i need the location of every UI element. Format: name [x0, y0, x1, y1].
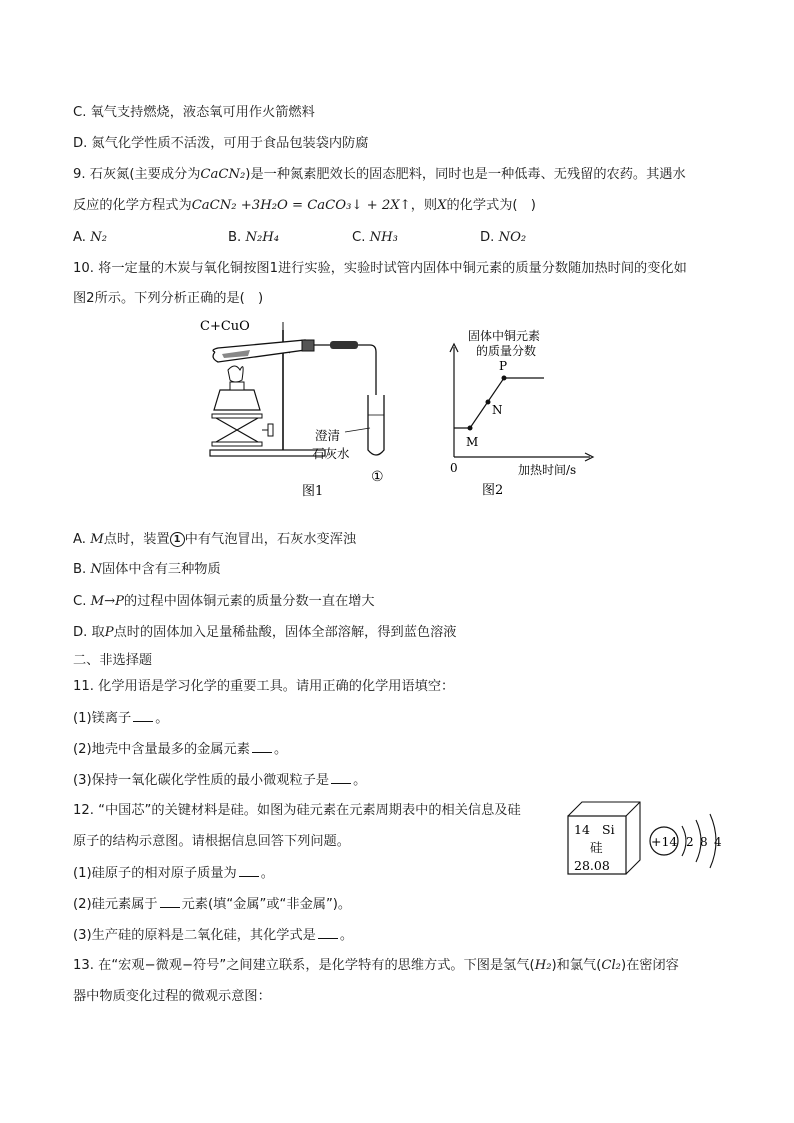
q10-option-c: C. M→P的过程中固体铜元素的质量分数一直在增大 — [73, 594, 375, 609]
water-label-1: 澄清 — [315, 428, 341, 443]
q10-option-d: D. 取P点时的固体加入足量稀盐酸，固体全部溶解，得到蓝色溶液 — [73, 625, 457, 640]
shell-3-count: 4 — [714, 835, 722, 849]
question-10-line-2: 图2所示。下列分析正确的是( ) — [73, 291, 264, 306]
graph-x-label: 加热时间/s — [518, 463, 577, 477]
q10-option-b: B. N固体中含有三种物质 — [73, 562, 221, 577]
nucleus-charge: +14 — [651, 834, 678, 849]
question-12-line-1: 12. “中国芯”的关键材料是硅。如图为硅元素在元素周期表中的相关信息及硅 — [73, 803, 521, 818]
q12-part-3: (3)生产硅的原料是二氧化硅，其化学式是 。 — [73, 928, 354, 943]
figure-2-graph — [440, 322, 600, 500]
q11-part-1: (1)镁离子 。 — [73, 711, 169, 726]
silicon-element-diagram — [560, 796, 740, 886]
element-symbol: Si — [602, 822, 615, 837]
figure-2-caption: 图2 — [482, 483, 504, 498]
q9-option-a: A. N₂ — [73, 230, 108, 245]
shell-1-count: 2 — [686, 835, 694, 849]
q11-part-3: (3)保持一氧化碳化学性质的最小微观粒子是 。 — [73, 773, 367, 788]
q12-part-2: (2)硅元素属于 元素(填“金属”或“非金属”)。 — [73, 897, 352, 912]
point-m-label: M — [466, 435, 479, 449]
shell-2-count: 8 — [700, 835, 708, 849]
water-label-2: 石灰水 — [312, 446, 350, 461]
graph-y-label-2: 的质量分数 — [476, 344, 537, 358]
q9-option-d: D. NO₂ — [480, 230, 527, 245]
figure-1-apparatus — [190, 310, 410, 500]
option-c: C. 氧气支持燃烧，液态氧可用作火箭燃料 — [73, 105, 315, 120]
atomic-number: 14 — [574, 822, 590, 837]
question-13-line-2: 器中物质变化过程的微观示意图： — [73, 989, 271, 1004]
atomic-mass: 28.08 — [574, 858, 610, 873]
reagent-label: C+CuO — [200, 319, 250, 334]
q12-part-1: (1)硅原子的相对原子质量为 。 — [73, 866, 274, 881]
q9-option-c: C. NH₃ — [352, 230, 398, 245]
point-p-label: P — [499, 359, 508, 373]
graph-y-label-1: 固体中铜元素 — [468, 329, 541, 343]
question-9-line-1: 9. 石灰氮(主要成分为CaCN₂)是一种氮素肥效长的固态肥料，同时也是一种低毒、无残留的农药。其遇水 — [73, 167, 686, 182]
element-name: 硅 — [590, 840, 603, 855]
question-12-line-2: 原子的结构示意图。请根据信息回答下列问题。 — [73, 834, 350, 849]
graph-origin: 0 — [450, 461, 458, 475]
question-10-line-1: 10. 将一定量的木炭与氧化铜按图1进行实验，实验时试管内固体中铜元素的质量分数随加热时间的变化如 — [73, 261, 687, 276]
q10-option-a: A. M点时，装置 1 中有气泡冒出，石灰水变浑浊 — [73, 532, 357, 547]
question-11: 11. 化学用语是学习化学的重要工具。请用正确的化学用语填空： — [73, 679, 455, 694]
section-2-title: 二、非选择题 — [73, 653, 153, 668]
option-d: D. 氮气化学性质不活泼，可用于食品包装袋内防腐 — [73, 136, 369, 151]
question-9-line-2: 反应的化学方程式为CaCN₂ +3H₂O = CaCO₃↓ + 2X↑，则X的化学式为( ) — [73, 198, 536, 213]
tube-mark: ① — [371, 469, 384, 485]
question-13-line-1: 13. 在“宏观−微观−符号”之间建立联系，是化学特有的思维方式。下图是氢气(H₂)和氯气(Cl₂)在密闭容 — [73, 958, 679, 973]
q9-option-b: B. N₂H₄ — [228, 230, 280, 245]
figure-1-caption: 图1 — [302, 484, 324, 499]
q11-part-2: (2)地壳中含量最多的金属元素 。 — [73, 742, 288, 757]
point-n-label: N — [492, 403, 503, 417]
